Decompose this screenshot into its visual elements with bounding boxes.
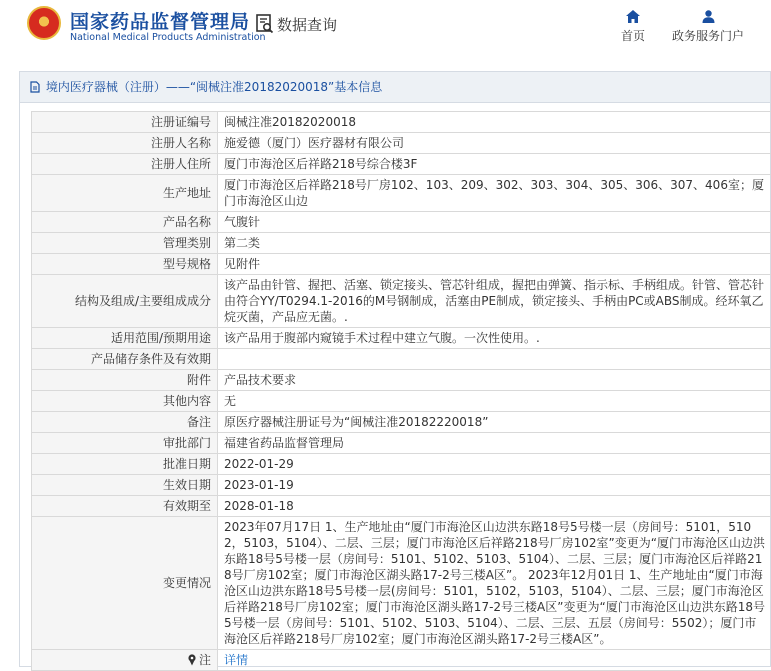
row-key: 其他内容 bbox=[32, 391, 218, 412]
info-table bbox=[31, 111, 771, 671]
table-row bbox=[32, 254, 771, 275]
table-row bbox=[32, 275, 771, 328]
row-value: 见附件 bbox=[218, 254, 771, 275]
row-key: 生效日期 bbox=[32, 475, 218, 496]
row-value: 2023-01-19 bbox=[218, 475, 771, 496]
table-row bbox=[32, 112, 771, 133]
brand-subtitle: National Medical Products Administration bbox=[70, 32, 266, 43]
row-value: 2023年07月17日 1、生产地址由“厦门市海沧区山边洪东路18号5号楼一层（房间号：5101，5102，5103，5104）、二层、三层；厦门市海沧区后祥路218号厂房102室”变更为“厦门市海沧区山边洪东路18号5号楼一层（房间号：5101、5102、5103、5104）、二层、三层；厦门市海沧区后祥路218号厂房102室；厦门市海沧区湖头路17-2号三楼A区”。 2023年12月01日 1、生产地址由“厦门市海沧区山边洪东路18号5号楼一层(房间号：5101，5102，5103，5104）、二层、三层；厦门市海沧区后祥路218号厂房102室；厦门市海沧区湖头路17-2号三楼A区”变更为“厦门市海沧区山边洪东路18号5号楼一层（房间号：5101、5102、5103、5104）、二层、三层、五层（房间号：5502）；厦门市海沧区后祥路218号厂房102室；厦门市海沧区湖头路17-2号三楼A区”。 bbox=[218, 517, 771, 650]
table-row bbox=[32, 133, 771, 154]
national-emblem-logo bbox=[27, 6, 61, 40]
registration-info-panel bbox=[19, 71, 771, 667]
row-value: 无 bbox=[218, 391, 771, 412]
row-value: 气腹针 bbox=[218, 212, 771, 233]
site-header bbox=[0, 0, 771, 56]
row-key: 附件 bbox=[32, 370, 218, 391]
row-value: 原医疗器械注册证号为“闽械注准20182220018” bbox=[218, 412, 771, 433]
table-row bbox=[32, 349, 771, 370]
row-key: 注册证编号 bbox=[32, 112, 218, 133]
row-value: 2022-01-29 bbox=[218, 454, 771, 475]
note-key-label: 注 bbox=[199, 653, 211, 667]
brand-title: 国家药品监督管理局 bbox=[70, 7, 250, 34]
row-value: 施爱德（厦门）医疗器材有限公司 bbox=[218, 133, 771, 154]
table-row bbox=[32, 370, 771, 391]
nav-service-portal[interactable] bbox=[666, 10, 750, 44]
row-key: 产品储存条件及有效期 bbox=[32, 349, 218, 370]
row-value: 第二类 bbox=[218, 233, 771, 254]
row-value: 福建省药品监督管理局 bbox=[218, 433, 771, 454]
row-key bbox=[32, 650, 218, 671]
row-value bbox=[218, 650, 771, 671]
user-icon bbox=[702, 10, 715, 23]
table-row bbox=[32, 496, 771, 517]
table-row bbox=[32, 391, 771, 412]
table-row bbox=[32, 154, 771, 175]
row-key: 生产地址 bbox=[32, 175, 218, 212]
panel-header bbox=[20, 72, 770, 103]
table-row bbox=[32, 412, 771, 433]
row-value: 该产品用于腹部内窥镜手术过程中建立气腹。一次性使用。. bbox=[218, 328, 771, 349]
document-icon bbox=[30, 81, 40, 93]
table-row bbox=[32, 328, 771, 349]
nav-home-label: 首页 bbox=[621, 29, 645, 43]
row-key: 型号规格 bbox=[32, 254, 218, 275]
row-key: 适用范围/预期用途 bbox=[32, 328, 218, 349]
row-value: 该产品由针管、握把、活塞、锁定接头、管芯针组成，握把由弹簧、指示标、手柄组成。针管、管芯针由符合YY/T0294.1-2016的M号钢制成，活塞由PE制成，锁定接头、手柄由PC或ABS制成。经环氧乙烷灭菌，产品应无菌。. bbox=[218, 275, 771, 328]
data-query-icon[interactable] bbox=[256, 14, 274, 34]
row-value: 2028-01-18 bbox=[218, 496, 771, 517]
nav-home[interactable] bbox=[615, 10, 651, 44]
row-value: 闽械注准20182020018 bbox=[218, 112, 771, 133]
table-row bbox=[32, 517, 771, 650]
table-row bbox=[32, 454, 771, 475]
row-key: 批准日期 bbox=[32, 454, 218, 475]
table-row bbox=[32, 212, 771, 233]
row-value: 厦门市海沧区后祥路218号厂房102、103、209、302、303、304、305、306、307、406室；厦门市海沧区山边 bbox=[218, 175, 771, 212]
table-row bbox=[32, 475, 771, 496]
row-key: 管理类别 bbox=[32, 233, 218, 254]
row-key: 产品名称 bbox=[32, 212, 218, 233]
details-link[interactable]: 详情 bbox=[224, 653, 248, 667]
row-value: 产品技术要求 bbox=[218, 370, 771, 391]
row-key: 注册人名称 bbox=[32, 133, 218, 154]
row-value: 厦门市海沧区后祥路218号综合楼3F bbox=[218, 154, 771, 175]
row-key: 有效期至 bbox=[32, 496, 218, 517]
row-key: 注册人住所 bbox=[32, 154, 218, 175]
row-key: 变更情况 bbox=[32, 517, 218, 650]
table-row bbox=[32, 175, 771, 212]
table-row bbox=[32, 650, 771, 671]
pin-icon bbox=[187, 654, 197, 666]
home-icon bbox=[626, 10, 640, 23]
row-key: 备注 bbox=[32, 412, 218, 433]
panel-title: 境内医疗器械（注册）——“闽械注准20182020018”基本信息 bbox=[46, 80, 382, 94]
row-value bbox=[218, 349, 771, 370]
row-key: 结构及组成/主要组成成分 bbox=[32, 275, 218, 328]
row-key: 审批部门 bbox=[32, 433, 218, 454]
data-query-link[interactable]: 数据查询 bbox=[277, 14, 337, 35]
nav-service-portal-label: 政务服务门户 bbox=[672, 29, 744, 43]
table-row bbox=[32, 233, 771, 254]
table-row bbox=[32, 433, 771, 454]
